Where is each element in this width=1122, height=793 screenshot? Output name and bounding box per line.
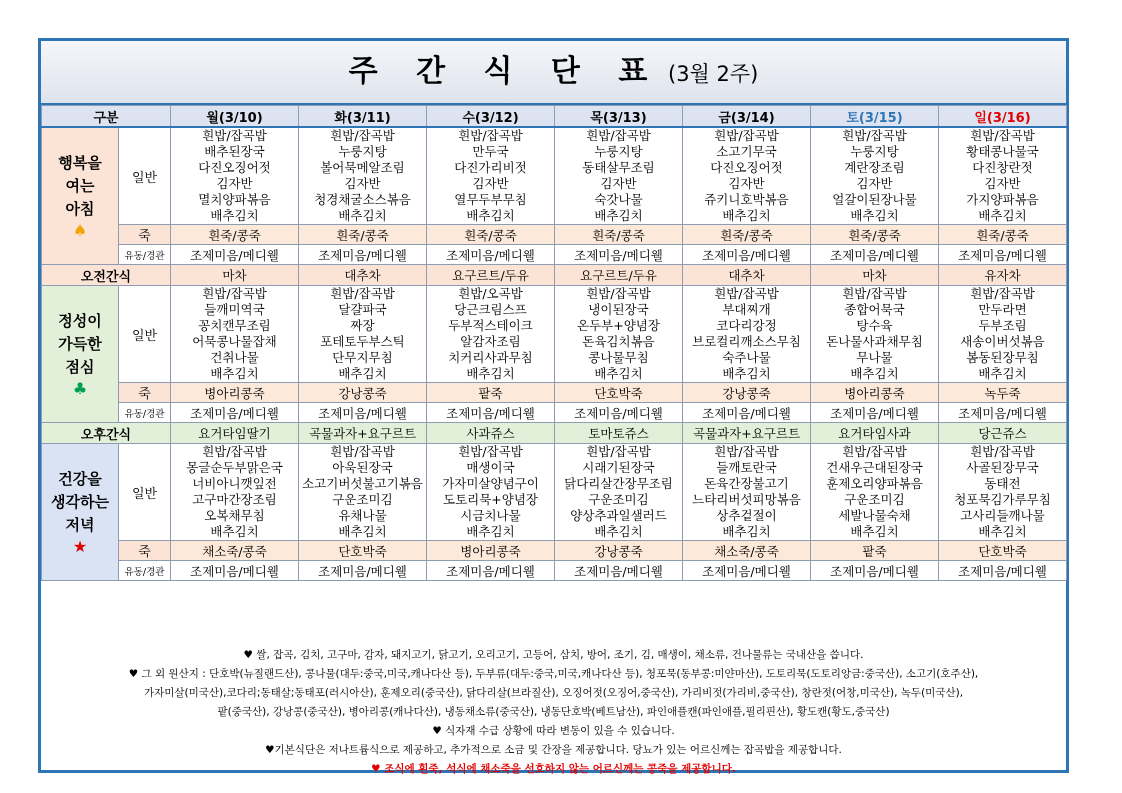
- menu-item: 배추김치: [594, 524, 643, 539]
- menu-item: 다진창란젓: [972, 160, 1033, 175]
- menu-item: 짜장: [350, 318, 375, 333]
- snack-cell: 당근쥬스: [939, 423, 1067, 444]
- menu-item: 매생이국: [466, 460, 515, 475]
- menu-item: 흰밥/잡곡밥: [970, 444, 1035, 459]
- menu-item: 흰밥/잡곡밥: [714, 444, 779, 459]
- note-line: ♥ 그 외 원산지 : 단호박(뉴질랜드산), 콩나물(대두:중국,미국,캐나다산 등), 두부류(대두:중국,미국,캐나다산 등), 청포묵(동부콩:미얀마산), 도토리묵(도토리앙금:중국산), 소고기(호주산),: [128, 668, 979, 680]
- juk-cell: 흰죽/콩죽: [939, 225, 1067, 245]
- menu-item: 배추김치: [978, 366, 1027, 381]
- snack-cell: 마차: [811, 265, 939, 286]
- meal-juk-row: [42, 225, 1067, 245]
- menu-item: 부대찌개: [722, 302, 771, 317]
- menu-item: 볼어묵메알조림: [320, 160, 405, 175]
- yudong-cell: 조제미음/메디웰: [939, 245, 1067, 265]
- menu-item: 냉이된장국: [588, 302, 649, 317]
- menu-item: 배추김치: [850, 524, 899, 539]
- note-line: 가자미살(미국산),코다리;동태살;동태포(러시아산), 훈제오리(중국산), 닭다리살(브라질산), 오징어젓(오징어,중국산), 가리비젓(가리비,중국산), 창란젓(어창,미국산), 녹두(미국산),: [143, 687, 964, 699]
- menu-item: 오복채무침: [204, 508, 265, 523]
- juk-cell: 단호박죽: [299, 541, 427, 561]
- menu-item: 사골된장무국: [966, 460, 1039, 475]
- meal-label-line: 아침: [65, 199, 95, 218]
- yudong-cell: 조제미음/메디웰: [683, 403, 811, 423]
- menu-item: 만두국: [472, 144, 509, 159]
- menu-item: 흰밥/잡곡밥: [330, 444, 395, 459]
- menu-item: 흰밥/잡곡밥: [202, 444, 267, 459]
- snack-label: 오전간식: [42, 265, 171, 286]
- menu-cell: [939, 444, 1067, 541]
- menu-item: 쥬키니호박볶음: [704, 192, 789, 207]
- menu-item: 청포묵김가루무침: [954, 492, 1051, 507]
- yudong-cell: 조제미음/메디웰: [171, 561, 299, 581]
- day-header: 수(3/12): [427, 106, 555, 128]
- snack-cell: 요구르트/두유: [427, 265, 555, 286]
- menu-item: 계란장조림: [844, 160, 905, 175]
- yudong-cell: 조제미음/메디웰: [811, 561, 939, 581]
- menu-cell: [683, 444, 811, 541]
- menu-cell: [811, 286, 939, 383]
- meal-label-line: 저녁: [65, 515, 95, 534]
- menu-item: 배추김치: [210, 366, 259, 381]
- menu-item: 배추김치: [466, 524, 515, 539]
- menu-item: 꽁치캔무조림: [198, 318, 271, 333]
- menu-item: 돈육김치볶음: [582, 334, 655, 349]
- snack-cell: 유자차: [939, 265, 1067, 286]
- menu-item: 아욱된장국: [332, 460, 393, 475]
- menu-item: 김자반: [600, 176, 637, 191]
- menu-item: 숙갓나물: [594, 192, 643, 207]
- spade-icon: ♠: [72, 220, 88, 240]
- yudong-cell: 조제미음/메디웰: [171, 245, 299, 265]
- juk-cell: 흰죽/콩죽: [811, 225, 939, 245]
- menu-item: 치커리사과무침: [448, 350, 533, 365]
- juk-cell: 팥죽: [427, 383, 555, 403]
- menu-item: 돈나물사과채무침: [826, 334, 923, 349]
- menu-cell: [171, 286, 299, 383]
- general-label: 일반: [119, 127, 171, 225]
- yudong-cell: 조제미음/메디웰: [683, 245, 811, 265]
- menu-item: 흰밥/잡곡밥: [586, 128, 651, 143]
- yudong-label: 유동/경관: [119, 245, 171, 265]
- menu-item: 시금치나물: [460, 508, 521, 523]
- snack-cell: 토마토쥬스: [555, 423, 683, 444]
- menu-item: 포테토두부스틱: [320, 334, 405, 349]
- menu-cell: [683, 286, 811, 383]
- menu-item: 당근크림스프: [454, 302, 527, 317]
- header-label: 구분: [42, 106, 171, 128]
- menu-item: 배추김치: [722, 208, 771, 223]
- menu-item: 너비아니깻잎전: [192, 476, 277, 491]
- snack-cell: 마차: [171, 265, 299, 286]
- menu-cell: [427, 286, 555, 383]
- menu-item: 브로컬리깨소스무침: [692, 334, 801, 349]
- header-row: [42, 106, 1067, 128]
- meal-yudong-row: [42, 561, 1067, 581]
- menu-item: 흰밥/잡곡밥: [970, 128, 1035, 143]
- menu-item: 달걀파국: [338, 302, 387, 317]
- menu-item: 건취나물: [210, 350, 259, 365]
- meal-label-line: 정성이: [58, 311, 102, 330]
- menu-cell: [939, 127, 1067, 225]
- menu-frame: [38, 38, 1069, 773]
- menu-item: 가자미살양념구이: [442, 476, 539, 491]
- yudong-cell: 조제미음/메디웰: [427, 245, 555, 265]
- menu-cell: [171, 127, 299, 225]
- note-line: ♥기본식단은 저나트륨식으로 제공하고, 추가적으로 소금 및 간장을 제공합니다. 당뇨가 있는 어르신께는 잡곡밥을 제공합니다.: [265, 744, 842, 756]
- menu-item: 배추김치: [338, 208, 387, 223]
- yudong-cell: 조제미음/메디웰: [555, 403, 683, 423]
- meal-label-line: 점심: [65, 357, 95, 376]
- menu-cell: [555, 444, 683, 541]
- menu-item: 김자반: [472, 176, 509, 191]
- menu-cell: [683, 127, 811, 225]
- menu-item: 몽글순두부맑은국: [186, 460, 283, 475]
- menu-item: 흰밥/잡곡밥: [202, 128, 267, 143]
- menu-item: 어묵콩나물잡채: [192, 334, 277, 349]
- yudong-cell: 조제미음/메디웰: [555, 245, 683, 265]
- yudong-cell: 조제미음/메디웰: [427, 561, 555, 581]
- snack-cell: 대추차: [299, 265, 427, 286]
- menu-cell: [555, 127, 683, 225]
- juk-cell: 강낭콩죽: [299, 383, 427, 403]
- menu-item: 건새우근대된장국: [826, 460, 923, 475]
- yudong-cell: 조제미음/메디웰: [171, 403, 299, 423]
- menu-item: 배추김치: [210, 524, 259, 539]
- menu-item: 온두부+양념장: [577, 318, 660, 333]
- menu-item: 청경채굴소스볶음: [314, 192, 411, 207]
- juk-label: 죽: [119, 541, 171, 561]
- menu-item: 열무두부무침: [454, 192, 527, 207]
- menu-cell: [555, 286, 683, 383]
- yudong-label: 유동/경관: [119, 403, 171, 423]
- menu-item: 상추겉절이: [716, 508, 777, 523]
- general-label: 일반: [119, 286, 171, 383]
- menu-item: 배추김치: [978, 208, 1027, 223]
- juk-cell: 흰죽/콩죽: [171, 225, 299, 245]
- juk-cell: 병아리콩죽: [427, 541, 555, 561]
- title-bar: [41, 41, 1066, 105]
- menu-item: 배추된장국: [204, 144, 265, 159]
- menu-item: 콩나물무침: [588, 350, 649, 365]
- menu-item: 두부적스테이크: [448, 318, 533, 333]
- menu-cell: [811, 444, 939, 541]
- menu-item: 흰밥/잡곡밥: [586, 444, 651, 459]
- menu-item: 흰밥/잡곡밥: [842, 444, 907, 459]
- menu-cell: [171, 444, 299, 541]
- menu-item: 배추김치: [594, 366, 643, 381]
- snack-label: 오후간식: [42, 423, 171, 444]
- menu-item: 흰밥/잡곡밥: [714, 128, 779, 143]
- yudong-cell: 조제미음/메디웰: [939, 403, 1067, 423]
- snack-row-am: [42, 265, 1067, 286]
- menu-item: 동태살무조림: [582, 160, 655, 175]
- juk-cell: 강낭콩죽: [683, 383, 811, 403]
- menu-item: 누룽지탕: [850, 144, 899, 159]
- juk-cell: 흰죽/콩죽: [683, 225, 811, 245]
- snack-cell: 요거타임사과: [811, 423, 939, 444]
- menu-item: 배추김치: [978, 524, 1027, 539]
- menu-item: 고사리들깨나물: [960, 508, 1045, 523]
- yudong-cell: 조제미음/메디웰: [299, 561, 427, 581]
- juk-cell: 강낭콩죽: [555, 541, 683, 561]
- menu-item: 배추김치: [850, 366, 899, 381]
- snack-row-pm: [42, 423, 1067, 444]
- menu-item: 가지양파볶음: [966, 192, 1039, 207]
- meal-label: [42, 444, 119, 581]
- juk-cell: 단호박죽: [939, 541, 1067, 561]
- meal-general-row: [42, 127, 1067, 225]
- page-title: 주 간 식 단 표: [348, 54, 662, 89]
- menu-item: 배추김치: [722, 524, 771, 539]
- menu-item: 소고기무국: [716, 144, 777, 159]
- menu-item: 김자반: [216, 176, 253, 191]
- yudong-cell: 조제미음/메디웰: [811, 245, 939, 265]
- menu-item: 닭다리살간장무조림: [564, 476, 673, 491]
- menu-item: 코다리강정: [716, 318, 777, 333]
- menu-item: 다진오징어젓: [198, 160, 271, 175]
- meal-juk-row: [42, 383, 1067, 403]
- menu-item: 시래기된장국: [582, 460, 655, 475]
- menu-item: 흰밥/잡곡밥: [842, 128, 907, 143]
- notes-section: [41, 646, 1066, 779]
- meal-label: [42, 286, 119, 423]
- menu-cell: [427, 444, 555, 541]
- snack-cell: 요거타임딸기: [171, 423, 299, 444]
- snack-cell: 곡물과자+요구르트: [683, 423, 811, 444]
- menu-item: 동태전: [984, 476, 1021, 491]
- menu-item: 김자반: [728, 176, 765, 191]
- yudong-cell: 조제미음/메디웰: [555, 561, 683, 581]
- menu-item: 배추김치: [722, 366, 771, 381]
- meal-general-row: [42, 286, 1067, 383]
- menu-item: 돈육간장불고기: [704, 476, 789, 491]
- menu-item: 흰밥/잡곡밥: [202, 286, 267, 301]
- menu-item: 배추김치: [338, 366, 387, 381]
- menu-item: 흰밥/잡곡밥: [842, 286, 907, 301]
- menu-item: 김자반: [984, 176, 1021, 191]
- menu-cell: [811, 127, 939, 225]
- snack-cell: 사과쥬스: [427, 423, 555, 444]
- menu-item: 만두라면: [978, 302, 1027, 317]
- meal-label-line: 건강을: [58, 469, 102, 488]
- menu-item: 김자반: [856, 176, 893, 191]
- juk-cell: 병아리콩죽: [811, 383, 939, 403]
- juk-cell: 흰죽/콩죽: [299, 225, 427, 245]
- menu-item: 흰밥/잡곡밥: [458, 128, 523, 143]
- meal-label: [42, 127, 119, 265]
- day-header: 토(3/15): [811, 106, 939, 128]
- menu-item: 얼갈이된장나물: [832, 192, 917, 207]
- menu-item: 소고기버섯불고기볶음: [302, 476, 423, 491]
- menu-item: 흰밥/잡곡밥: [586, 286, 651, 301]
- yudong-cell: 조제미음/메디웰: [811, 403, 939, 423]
- general-label: 일반: [119, 444, 171, 541]
- snack-cell: 곡물과자+요구르트: [299, 423, 427, 444]
- menu-item: 배추김치: [466, 366, 515, 381]
- menu-item: 흰밥/잡곡밥: [330, 128, 395, 143]
- menu-item: 흰밥/잡곡밥: [458, 444, 523, 459]
- menu-item: 들깨미역국: [204, 302, 265, 317]
- meal-label-line: 여는: [65, 176, 95, 195]
- menu-item: 훈제오리양파볶음: [826, 476, 923, 491]
- menu-cell: [939, 286, 1067, 383]
- menu-item: 구운조미김: [588, 492, 649, 507]
- yudong-cell: 조제미음/메디웰: [683, 561, 811, 581]
- yudong-cell: 조제미음/메디웰: [939, 561, 1067, 581]
- juk-cell: 채소죽/콩죽: [171, 541, 299, 561]
- meal-label-line: 생각하는: [51, 492, 109, 511]
- menu-item: 배추김치: [466, 208, 515, 223]
- snack-cell: 요구르트/두유: [555, 265, 683, 286]
- yudong-cell: 조제미음/메디웰: [299, 403, 427, 423]
- menu-item: 흰밥/오곡밥: [458, 286, 523, 301]
- menu-item: 고구마간장조림: [192, 492, 277, 507]
- menu-item: 구운조미김: [844, 492, 905, 507]
- menu-item: 배추김치: [594, 208, 643, 223]
- menu-item: 알감자조림: [460, 334, 521, 349]
- note-line: 팥(중국산), 강낭콩(중국산), 병아리콩(캐나다산), 냉동채소류(중국산), 냉동단호박(베트남산), 파인애플캔(파인애플,필리핀산), 황도캔(황도,중국산): [217, 706, 890, 718]
- menu-item: 유채나물: [338, 508, 387, 523]
- menu-item: 종합어묵국: [844, 302, 905, 317]
- yudong-label: 유동/경관: [119, 561, 171, 581]
- meal-yudong-row: [42, 403, 1067, 423]
- menu-cell: [427, 127, 555, 225]
- menu-item: 다진가리비젓: [454, 160, 527, 175]
- weekly-menu-table: [41, 105, 1067, 581]
- juk-cell: 흰죽/콩죽: [427, 225, 555, 245]
- menu-cell: [299, 286, 427, 383]
- menu-item: 무나물: [856, 350, 893, 365]
- juk-cell: 병아리콩죽: [171, 383, 299, 403]
- juk-cell: 팥죽: [811, 541, 939, 561]
- meal-label-line: 가득한: [58, 334, 102, 353]
- menu-item: 김자반: [344, 176, 381, 191]
- day-header: 일(3/16): [939, 106, 1067, 128]
- day-header: 월(3/10): [171, 106, 299, 128]
- menu-item: 봄동된장무침: [966, 350, 1039, 365]
- menu-item: 황태콩나물국: [966, 144, 1039, 159]
- menu-item: 흰밥/잡곡밥: [330, 286, 395, 301]
- menu-item: 새송이버섯볶음: [960, 334, 1045, 349]
- club-icon: ♣: [72, 378, 88, 398]
- page-subtitle: (3월 2주): [661, 62, 759, 86]
- menu-item: 탕수육: [856, 318, 893, 333]
- menu-item: 배추김치: [210, 208, 259, 223]
- menu-item: 흰밥/잡곡밥: [714, 286, 779, 301]
- menu-item: 숙주나물: [722, 350, 771, 365]
- juk-cell: 녹두죽: [939, 383, 1067, 403]
- menu-cell: [299, 127, 427, 225]
- menu-item: 들깨토란국: [716, 460, 777, 475]
- meal-yudong-row: [42, 245, 1067, 265]
- day-header: 금(3/14): [683, 106, 811, 128]
- juk-cell: 단호박죽: [555, 383, 683, 403]
- star-icon: ★: [72, 536, 88, 556]
- menu-item: 구운조미김: [332, 492, 393, 507]
- menu-item: 다진오징어젓: [710, 160, 783, 175]
- menu-item: 단무지무침: [332, 350, 393, 365]
- menu-item: 두부조림: [978, 318, 1027, 333]
- note-line: ♥ 조식에 흰죽, 석식에 채소죽을 선호하지 않는 어르신께는 콩죽을 제공합니다.: [371, 763, 736, 775]
- menu-cell: [299, 444, 427, 541]
- note-line: ♥ 식자재 수급 상황에 따라 변동이 있을 수 있습니다.: [432, 725, 675, 737]
- juk-label: 죽: [119, 225, 171, 245]
- menu-item: 느타리버섯피망볶음: [692, 492, 801, 507]
- yudong-cell: 조제미음/메디웰: [299, 245, 427, 265]
- yudong-cell: 조제미음/메디웰: [427, 403, 555, 423]
- day-header: 목(3/13): [555, 106, 683, 128]
- day-header: 화(3/11): [299, 106, 427, 128]
- meal-label-line: 행복을: [58, 153, 102, 172]
- note-line: ♥ 쌀, 잡곡, 김치, 고구마, 감자, 돼지고기, 닭고기, 오리고기, 고등어, 삼치, 방어, 조기, 김, 매생이, 채소류, 건나물류는 국내산을 씁니다.: [243, 649, 864, 661]
- menu-item: 양상추과일샐러드: [570, 508, 667, 523]
- meal-general-row: [42, 444, 1067, 541]
- snack-cell: 대추차: [683, 265, 811, 286]
- menu-item: 흰밥/잡곡밥: [970, 286, 1035, 301]
- juk-label: 죽: [119, 383, 171, 403]
- menu-item: 누룽지탕: [338, 144, 387, 159]
- menu-item: 세발나물숙채: [838, 508, 911, 523]
- meal-juk-row: [42, 541, 1067, 561]
- menu-item: 배추김치: [338, 524, 387, 539]
- menu-item: 멸치양파볶음: [198, 192, 271, 207]
- menu-item: 누룽지탕: [594, 144, 643, 159]
- juk-cell: 흰죽/콩죽: [555, 225, 683, 245]
- juk-cell: 채소죽/콩죽: [683, 541, 811, 561]
- menu-item: 도토리묵+양념장: [443, 492, 538, 507]
- menu-item: 배추김치: [850, 208, 899, 223]
